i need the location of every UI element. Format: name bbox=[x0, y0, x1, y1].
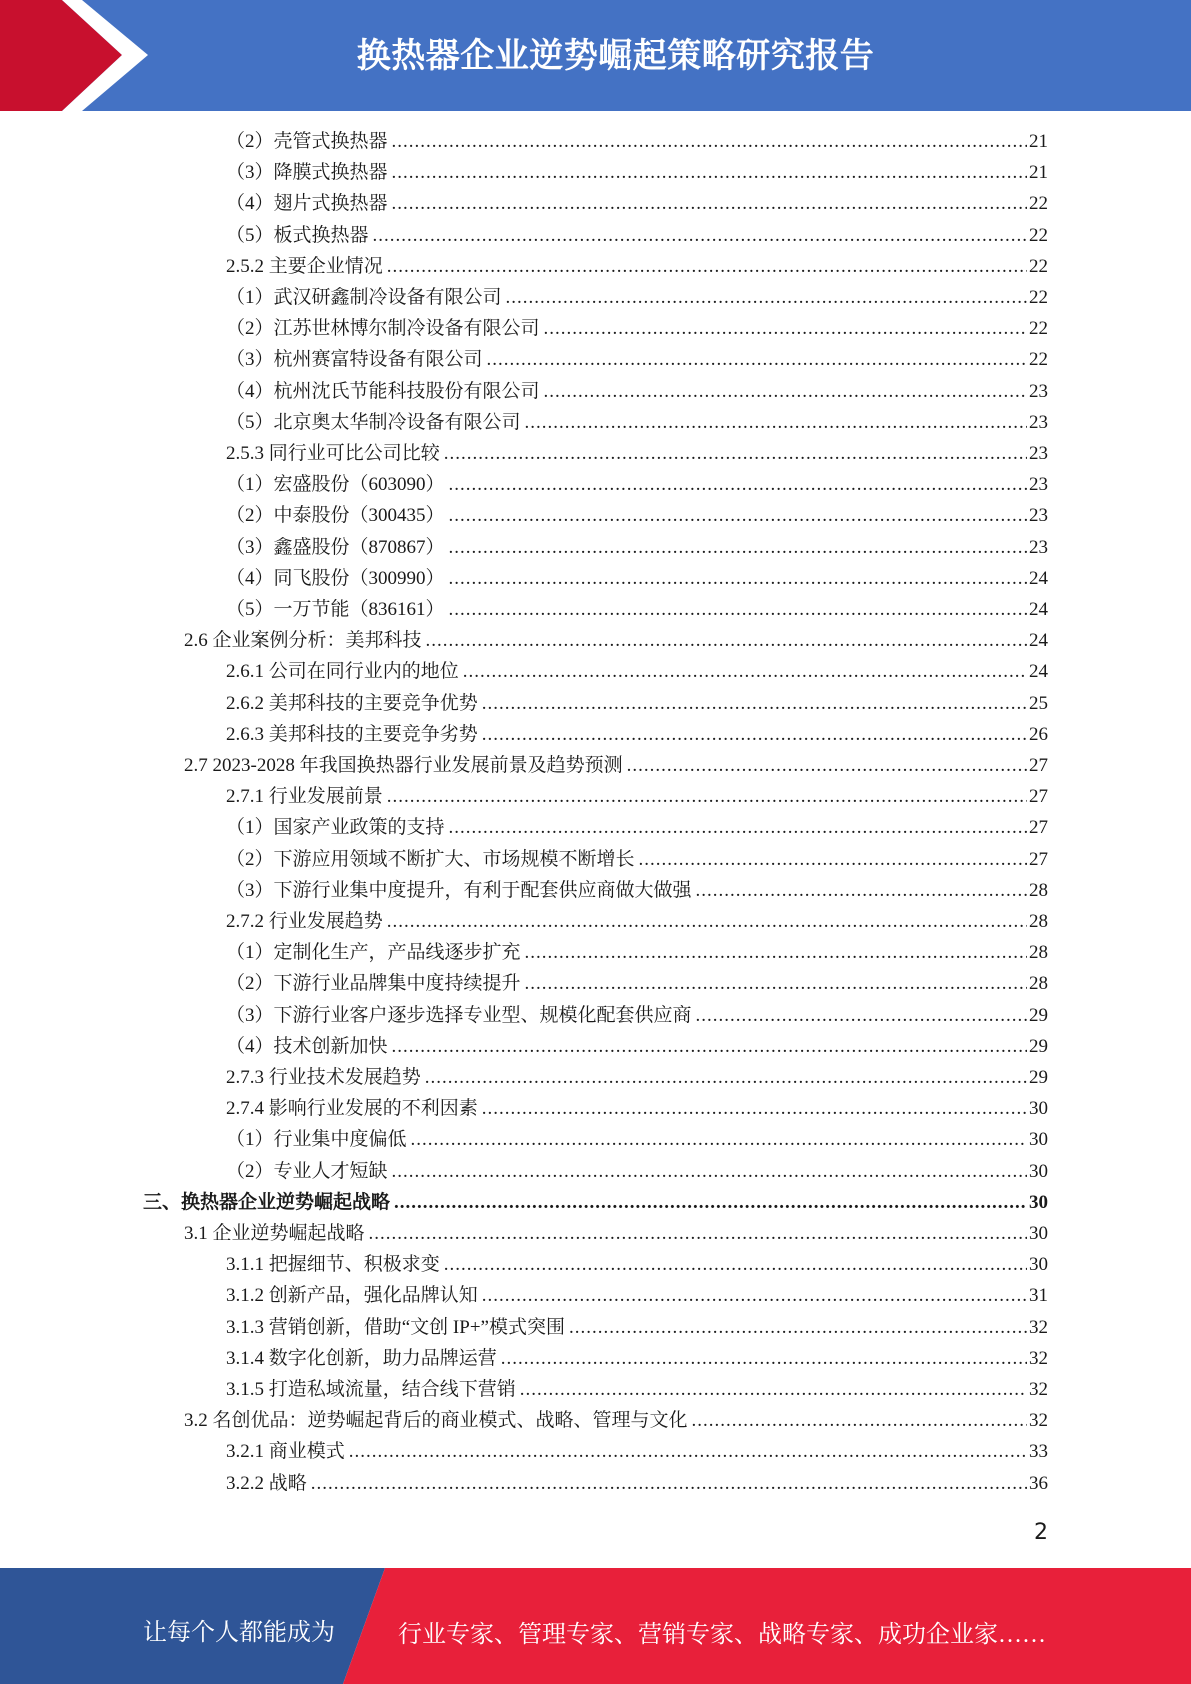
toc-entry[interactable] bbox=[226, 471, 1048, 499]
toc-entry-page: 21 bbox=[1029, 162, 1048, 184]
toc-entry-label: 三、换热器企业逆势崛起战略 bbox=[143, 1191, 391, 1213]
toc-entry-page: 29 bbox=[1029, 1004, 1048, 1026]
toc-entry-label: （3）鑫盛股份（870867） bbox=[226, 536, 445, 558]
toc-entry[interactable] bbox=[184, 752, 1048, 780]
toc-entry-page: 22 bbox=[1029, 193, 1048, 215]
toc-entry-label: （3）下游行业集中度提升，有利于配套供应商做大做强 bbox=[226, 879, 692, 901]
toc-leader-dots bbox=[525, 970, 1027, 998]
toc-leader-dots bbox=[482, 690, 1027, 718]
toc-entry-page: 22 bbox=[1029, 318, 1048, 340]
toc-entry-page: 31 bbox=[1029, 1285, 1048, 1307]
toc-leader-dots bbox=[349, 1438, 1027, 1466]
toc-leader-dots bbox=[394, 1189, 1027, 1217]
toc-leader-dots bbox=[444, 1251, 1027, 1279]
toc-entry-page: 30 bbox=[1029, 1254, 1048, 1276]
toc-entry-label: （2）壳管式换热器 bbox=[226, 131, 388, 152]
page-number: 2 bbox=[1034, 1520, 1048, 1545]
toc-entry-label: （1）行业集中度偏低 bbox=[226, 1129, 407, 1151]
toc-leader-dots bbox=[392, 1158, 1027, 1186]
toc-entry[interactable] bbox=[226, 1376, 1048, 1404]
toc-entry-page: 32 bbox=[1029, 1347, 1048, 1369]
toc-entry[interactable] bbox=[226, 502, 1048, 530]
toc-leader-dots bbox=[411, 1126, 1027, 1154]
toc-leader-dots bbox=[449, 534, 1027, 562]
toc-entry[interactable] bbox=[226, 721, 1048, 749]
toc-entry-label: （1）武汉研鑫制冷设备有限公司 bbox=[226, 287, 502, 308]
toc-entry[interactable] bbox=[184, 1407, 1048, 1435]
toc-leader-dots bbox=[387, 908, 1027, 936]
toc-entry-label: 2.7.3 行业技术发展趋势 bbox=[226, 1067, 421, 1088]
toc-entry-label: 3.1.5 打造私域流量，结合线下营销 bbox=[226, 1379, 516, 1400]
toc-entry[interactable] bbox=[226, 315, 1048, 343]
toc-entry[interactable] bbox=[226, 1314, 1048, 1342]
toc-entry-label: （2）中泰股份（300435） bbox=[226, 505, 445, 527]
toc-leader-dots bbox=[525, 939, 1027, 967]
footer-slogan-right: 行业专家、管理专家、营销专家、战略专家、成功企业家…… bbox=[398, 1622, 1046, 1648]
toc-entry[interactable] bbox=[226, 1002, 1048, 1030]
toc-leader-dots bbox=[569, 1314, 1027, 1342]
toc-entry[interactable] bbox=[226, 939, 1048, 967]
toc-entry-label: 3.1.1 把握细节、积极求变 bbox=[226, 1254, 440, 1276]
toc-leader-dots bbox=[544, 315, 1027, 343]
footer-slogan-left: 让每个人都能成为 bbox=[143, 1620, 335, 1646]
toc-entry[interactable] bbox=[226, 190, 1048, 218]
toc-entry[interactable] bbox=[226, 846, 1048, 874]
toc-leader-dots bbox=[425, 1064, 1027, 1092]
toc-leader-dots bbox=[449, 565, 1027, 593]
toc-entry-label: （3）下游行业客户逐步选择专业型、规模化配套供应商 bbox=[226, 1004, 692, 1026]
toc-entry-label: （4）同飞股份（300990） bbox=[226, 567, 445, 589]
toc-leader-dots bbox=[627, 752, 1027, 780]
toc-entry-label: 3.1.4 数字化创新，助力品牌运营 bbox=[226, 1347, 497, 1369]
toc-entry-label: （2）江苏世林博尔制冷设备有限公司 bbox=[226, 318, 540, 340]
toc-entry[interactable] bbox=[226, 877, 1048, 905]
toc-leader-dots bbox=[544, 378, 1027, 406]
toc-leader-dots bbox=[639, 846, 1027, 874]
toc-entry-label: 3.2 名创优品：逆势崛起背后的商业模式、战略、管理与文化 bbox=[184, 1410, 688, 1432]
toc-entry-page: 21 bbox=[1029, 131, 1048, 152]
toc-entry[interactable] bbox=[226, 1282, 1048, 1310]
toc-entry-page: 24 bbox=[1029, 630, 1048, 652]
toc-entry-label: 2.6.2 美邦科技的主要竞争优势 bbox=[226, 692, 478, 714]
toc-entry-page: 24 bbox=[1029, 599, 1048, 620]
toc-leader-dots bbox=[392, 159, 1027, 187]
toc-leader-dots bbox=[392, 1033, 1027, 1061]
toc-entry[interactable] bbox=[184, 1220, 1048, 1248]
toc-entry-page: 28 bbox=[1029, 942, 1048, 964]
toc-entry-label: （4）杭州沈氏节能科技股份有限公司 bbox=[226, 380, 540, 402]
toc-entry[interactable] bbox=[226, 440, 1048, 468]
toc-entry-page: 36 bbox=[1029, 1472, 1048, 1494]
toc-entry[interactable] bbox=[226, 253, 1048, 281]
toc-entry-page: 22 bbox=[1029, 255, 1048, 277]
toc-leader-dots bbox=[449, 814, 1027, 842]
toc-entry-label: 3.1 企业逆势崛起战略 bbox=[184, 1223, 365, 1244]
toc-entry-page: 23 bbox=[1029, 443, 1048, 464]
report-title: 换热器企业逆势崛起策略研究报告 bbox=[356, 36, 875, 76]
toc-entry[interactable] bbox=[226, 222, 1048, 250]
toc-leader-dots bbox=[311, 1470, 1027, 1498]
report-header bbox=[0, 0, 1191, 111]
toc-entry-page: 30 bbox=[1029, 1223, 1048, 1244]
toc-entry[interactable] bbox=[226, 1126, 1048, 1154]
toc-entry-label: （2）专业人才短缺 bbox=[226, 1160, 388, 1182]
toc-entry-page: 28 bbox=[1029, 879, 1048, 901]
toc-entry-label: 2.5.2 主要企业情况 bbox=[226, 255, 383, 277]
toc-entry[interactable] bbox=[226, 970, 1048, 998]
toc-entry-page: 30 bbox=[1029, 1098, 1048, 1120]
toc-entry-label: （3）杭州赛富特设备有限公司 bbox=[226, 349, 483, 371]
toc-leader-dots bbox=[392, 128, 1027, 156]
toc-entry[interactable] bbox=[226, 1064, 1048, 1092]
toc-leader-dots bbox=[426, 627, 1027, 655]
toc-entry[interactable] bbox=[226, 814, 1048, 842]
toc-leader-dots bbox=[696, 877, 1027, 905]
toc-entry-label: 2.6.1 公司在同行业内的地位 bbox=[226, 661, 459, 683]
toc-entry[interactable] bbox=[226, 565, 1048, 593]
toc-entry-page: 27 bbox=[1029, 755, 1048, 776]
toc-entry-label: 2.6.3 美邦科技的主要竞争劣势 bbox=[226, 723, 478, 745]
toc-leader-dots bbox=[449, 596, 1027, 624]
toc-entry[interactable] bbox=[226, 1251, 1048, 1279]
toc-leader-dots bbox=[463, 658, 1027, 686]
toc-entry-page: 32 bbox=[1029, 1410, 1048, 1432]
toc-entry-label: （5）北京奥太华制冷设备有限公司 bbox=[226, 411, 521, 433]
toc-entry-page: 30 bbox=[1029, 1129, 1048, 1151]
toc-entry[interactable] bbox=[226, 284, 1048, 312]
toc-entry[interactable] bbox=[226, 1470, 1048, 1498]
toc-entry-label: （3）降膜式换热器 bbox=[226, 162, 388, 184]
toc-entry-page: 23 bbox=[1029, 474, 1048, 496]
toc-entry[interactable] bbox=[226, 1033, 1048, 1061]
toc-entry-page: 22 bbox=[1029, 287, 1048, 308]
toc-leader-dots bbox=[482, 1282, 1027, 1310]
toc-entry-page: 29 bbox=[1029, 1035, 1048, 1057]
toc-leader-dots bbox=[373, 222, 1027, 250]
toc-entry-page: 23 bbox=[1029, 505, 1048, 527]
toc-entry-page: 27 bbox=[1029, 817, 1048, 839]
toc-entry-label: （1）国家产业政策的支持 bbox=[226, 817, 445, 839]
toc-entry-page: 32 bbox=[1029, 1379, 1048, 1400]
toc-entry-label: 3.1.2 创新产品，强化品牌认知 bbox=[226, 1285, 478, 1307]
toc-entry[interactable] bbox=[226, 1345, 1048, 1373]
toc-entry[interactable] bbox=[226, 409, 1048, 437]
toc-entry[interactable] bbox=[226, 378, 1048, 406]
toc-entry[interactable] bbox=[226, 690, 1048, 718]
toc-entry-page: 22 bbox=[1029, 224, 1048, 246]
toc-entry-label: 2.7.2 行业发展趋势 bbox=[226, 911, 383, 932]
toc-entry-page: 24 bbox=[1029, 567, 1048, 589]
toc-leader-dots bbox=[369, 1220, 1027, 1248]
toc-leader-dots bbox=[520, 1376, 1027, 1404]
toc-entry-page: 22 bbox=[1029, 349, 1048, 371]
toc-leader-dots bbox=[449, 471, 1027, 499]
toc-entry[interactable] bbox=[143, 1189, 1048, 1217]
toc-entry[interactable] bbox=[226, 658, 1048, 686]
toc-entry[interactable] bbox=[226, 159, 1048, 187]
toc-entry-page: 23 bbox=[1029, 536, 1048, 558]
toc-entry-label: 2.7.4 影响行业发展的不利因素 bbox=[226, 1098, 478, 1120]
toc-entry-page: 27 bbox=[1029, 786, 1048, 808]
toc-entry-label: 2.7.1 行业发展前景 bbox=[226, 786, 383, 808]
toc-leader-dots bbox=[482, 1095, 1027, 1123]
toc-entry-label: 3.1.3 营销创新，借助“文创 IP+”模式突围 bbox=[226, 1316, 565, 1338]
toc-entry[interactable] bbox=[226, 1438, 1048, 1466]
toc-entry[interactable] bbox=[226, 1158, 1048, 1186]
toc-entry-page: 28 bbox=[1029, 911, 1048, 932]
toc-entry-page: 24 bbox=[1029, 661, 1048, 683]
toc-entry[interactable] bbox=[226, 1095, 1048, 1123]
toc-entry-label: （5）板式换热器 bbox=[226, 224, 369, 246]
toc-entry-label: （4）翅片式换热器 bbox=[226, 193, 388, 215]
toc-leader-dots bbox=[696, 1002, 1027, 1030]
toc-entry-label: （5）一万节能（836161） bbox=[226, 599, 445, 620]
toc-entry[interactable] bbox=[226, 534, 1048, 562]
toc-entry-page: 33 bbox=[1029, 1441, 1048, 1463]
toc-leader-dots bbox=[444, 440, 1027, 468]
toc-leader-dots bbox=[487, 346, 1027, 374]
toc-leader-dots bbox=[692, 1407, 1027, 1435]
toc-leader-dots bbox=[387, 783, 1027, 811]
toc-entry-page: 23 bbox=[1029, 411, 1048, 433]
toc-entry-label: （2）下游行业品牌集中度持续提升 bbox=[226, 973, 521, 995]
toc-leader-dots bbox=[482, 721, 1027, 749]
toc-entry-page: 30 bbox=[1029, 1160, 1048, 1182]
toc-entry-page: 29 bbox=[1029, 1067, 1048, 1088]
toc-leader-dots bbox=[449, 502, 1027, 530]
toc-entry-page: 27 bbox=[1029, 848, 1048, 870]
toc-entry-label: （1）定制化生产，产品线逐步扩充 bbox=[226, 942, 521, 964]
toc-entry-page: 23 bbox=[1029, 380, 1048, 402]
toc-leader-dots bbox=[387, 253, 1027, 281]
toc-entry[interactable] bbox=[226, 783, 1048, 811]
toc-entry-label: 2.5.3 同行业可比公司比较 bbox=[226, 443, 440, 464]
toc-leader-dots bbox=[501, 1345, 1027, 1373]
toc-entry-page: 28 bbox=[1029, 973, 1048, 995]
toc-entry-page: 32 bbox=[1029, 1316, 1048, 1338]
toc-entry-label: 2.6 企业案例分析：美邦科技 bbox=[184, 630, 422, 652]
toc-leader-dots bbox=[392, 190, 1027, 218]
toc-entry[interactable] bbox=[184, 627, 1048, 655]
toc-entry-label: （1）宏盛股份（603090） bbox=[226, 474, 445, 496]
toc-entry[interactable] bbox=[226, 908, 1048, 936]
toc-entry-label: （4）技术创新加快 bbox=[226, 1035, 388, 1057]
toc-entry-label: 2.7 2023-2028 年我国换热器行业发展前景及趋势预测 bbox=[184, 755, 623, 776]
toc-entry[interactable] bbox=[226, 596, 1048, 624]
toc-entry-label: （2）下游应用领域不断扩大、市场规模不断增长 bbox=[226, 848, 635, 870]
toc-entry-page: 26 bbox=[1029, 723, 1048, 745]
toc-leader-dots bbox=[506, 284, 1027, 312]
toc-entry-label: 3.2.1 商业模式 bbox=[226, 1441, 345, 1463]
toc-entry[interactable] bbox=[226, 128, 1048, 156]
toc-leader-dots bbox=[525, 409, 1027, 437]
toc-entry-page: 25 bbox=[1029, 692, 1048, 714]
toc-entry-label: 3.2.2 战略 bbox=[226, 1472, 307, 1494]
toc-entry[interactable] bbox=[226, 346, 1048, 374]
toc-entry-page: 30 bbox=[1029, 1191, 1048, 1213]
